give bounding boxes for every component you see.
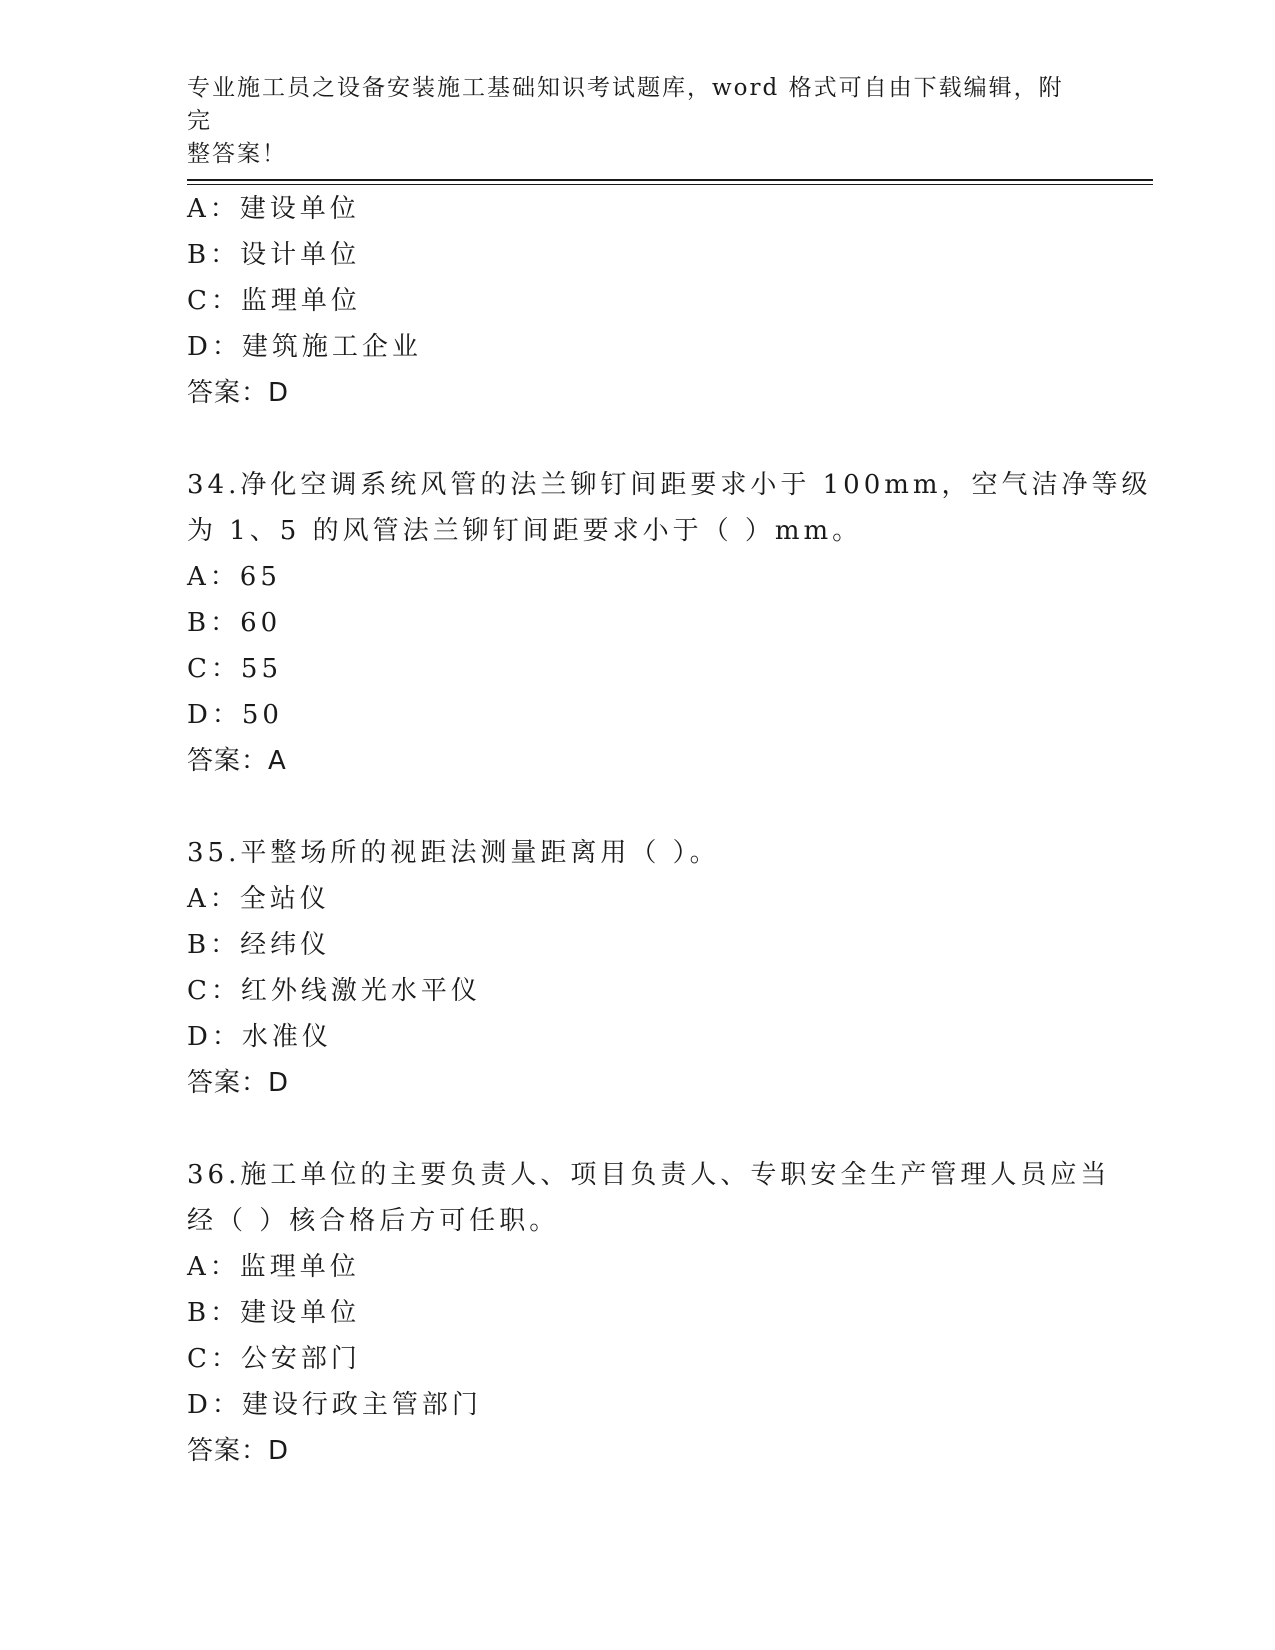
- question-stem-line-1: 36.施工单位的主要负责人、项目负责人、专职安全生产管理人员应当: [187, 1160, 1111, 1190]
- option-c: C：红外线激光水平仪: [187, 976, 481, 1006]
- option-b: B：设计单位: [187, 240, 361, 270]
- question-33: [187, 186, 1087, 416]
- option-d: D：50: [187, 700, 283, 730]
- option-a: A：全站仪: [187, 884, 330, 914]
- document-header: [187, 72, 1067, 171]
- option-c: C：公安部门: [187, 1344, 361, 1374]
- question-stem-line-2: 为 1、5 的风管法兰铆钉间距要求小于（ ）mm。: [187, 516, 863, 546]
- option-a: A：65: [187, 562, 281, 592]
- question-36: [187, 1152, 1111, 1474]
- option-d: D：水准仪: [187, 1022, 332, 1052]
- question-35: [187, 830, 1087, 1106]
- question-stem-line-2: 经（ ）核合格后方可任职。: [187, 1206, 560, 1236]
- question-stem-line-1: 35.平整场所的视距法测量距离用（ ）。: [187, 838, 720, 868]
- option-b: B：建设单位: [187, 1298, 361, 1328]
- question-stem-line-1: 34.净化空调系统风管的法兰铆钉间距要求小于 100mm，空气洁净等级: [187, 470, 1152, 500]
- question-34: [187, 462, 1152, 784]
- option-b: B：60: [187, 608, 282, 638]
- header-divider-thick: [187, 179, 1153, 181]
- option-c: C：55: [187, 654, 282, 684]
- answer-line: 答案：A: [187, 746, 287, 776]
- question-list: [187, 186, 1152, 1474]
- header-title-line-2: 整答案！: [187, 141, 287, 167]
- option-a: A：建设单位: [187, 194, 360, 224]
- option-d: D：建设行政主管部门: [187, 1390, 482, 1420]
- header-divider-thin: [187, 184, 1153, 185]
- answer-line: 答案：D: [187, 1436, 290, 1466]
- option-c: C：监理单位: [187, 286, 361, 316]
- answer-line: 答案：D: [187, 378, 290, 408]
- header-title-line-1: 专业施工员之设备安装施工基础知识考试题库，word 格式可自由下载编辑，附完: [187, 75, 1064, 134]
- option-a: A：监理单位: [187, 1252, 360, 1282]
- option-d: D：建筑施工企业: [187, 332, 422, 362]
- option-b: B：经纬仪: [187, 930, 331, 960]
- answer-line: 答案：D: [187, 1068, 290, 1098]
